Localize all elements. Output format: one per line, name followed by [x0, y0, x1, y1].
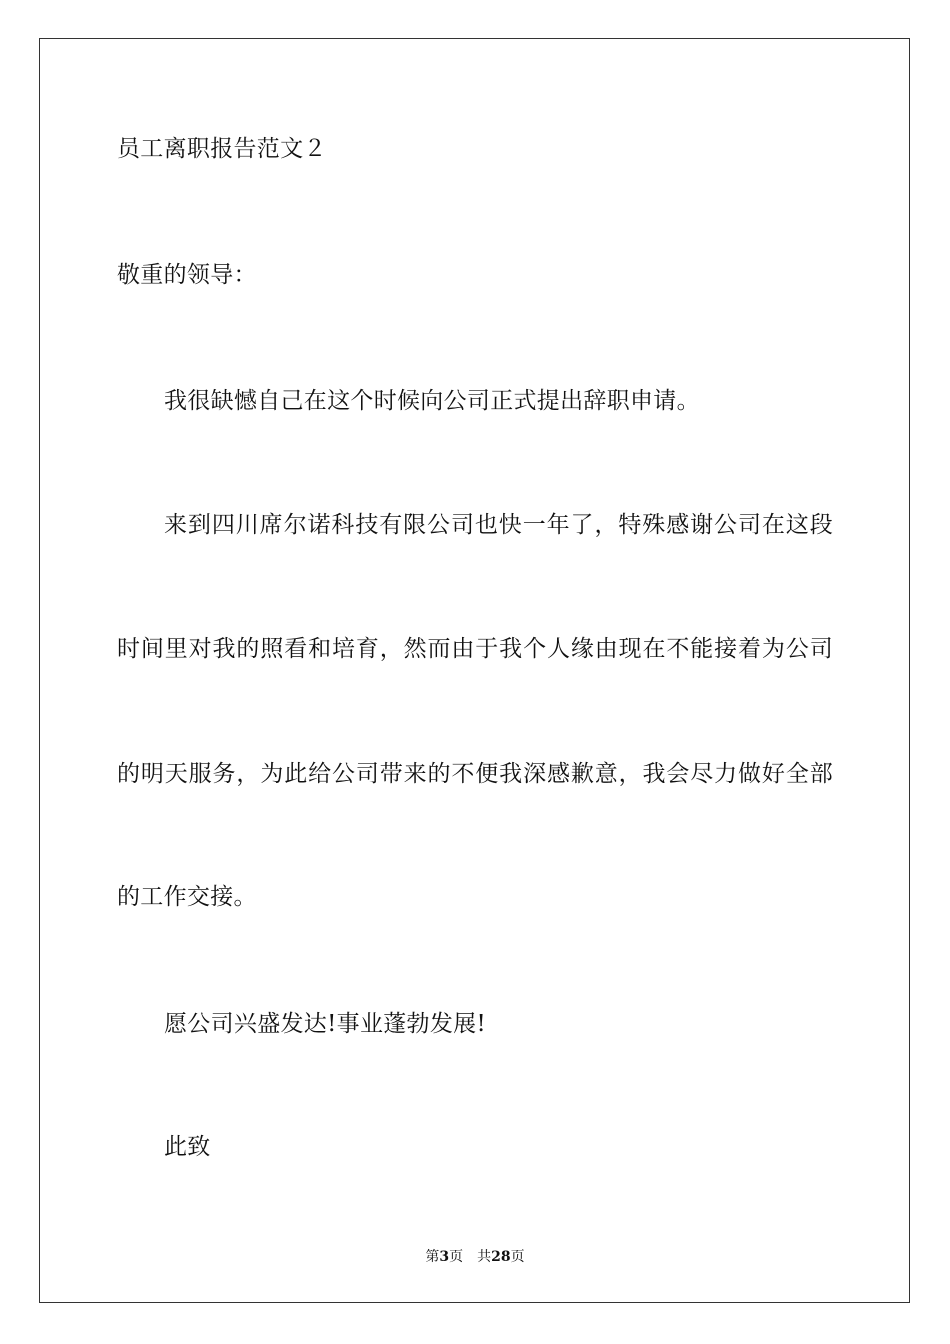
page-border: [39, 38, 910, 1303]
salutation: 敬重的领导：: [117, 262, 257, 288]
closing-line: 此致: [164, 1134, 211, 1160]
paragraph-line: 的工作交接。: [117, 884, 257, 910]
document-title: 员工离职报告范文２: [117, 136, 327, 162]
paragraph-line: 的明天服务，为此给公司带来的不便我深感歉意，我会尽力做好全部: [117, 761, 833, 787]
paragraph-line: 愿公司兴盛发达!事业蓬勃发展!: [164, 1011, 486, 1037]
paragraph-line: 来到四川席尔诺科技有限公司也快一年了，特殊感谢公司在这段: [164, 512, 833, 538]
paragraph-line: 我很缺憾自己在这个时候向公司正式提出辞职申请。: [164, 388, 700, 414]
total-prefix: 共: [477, 1249, 492, 1265]
page-footer: [0, 1247, 950, 1267]
total-pages: 28: [491, 1249, 511, 1265]
total-suffix: 页: [510, 1249, 525, 1265]
paragraph-line: 时间里对我的照看和培育，然而由于我个人缘由现在不能接着为公司: [117, 636, 833, 662]
page-prefix: 第: [425, 1249, 440, 1265]
page-number: 3: [439, 1249, 450, 1265]
page-suffix: 页: [449, 1249, 464, 1265]
